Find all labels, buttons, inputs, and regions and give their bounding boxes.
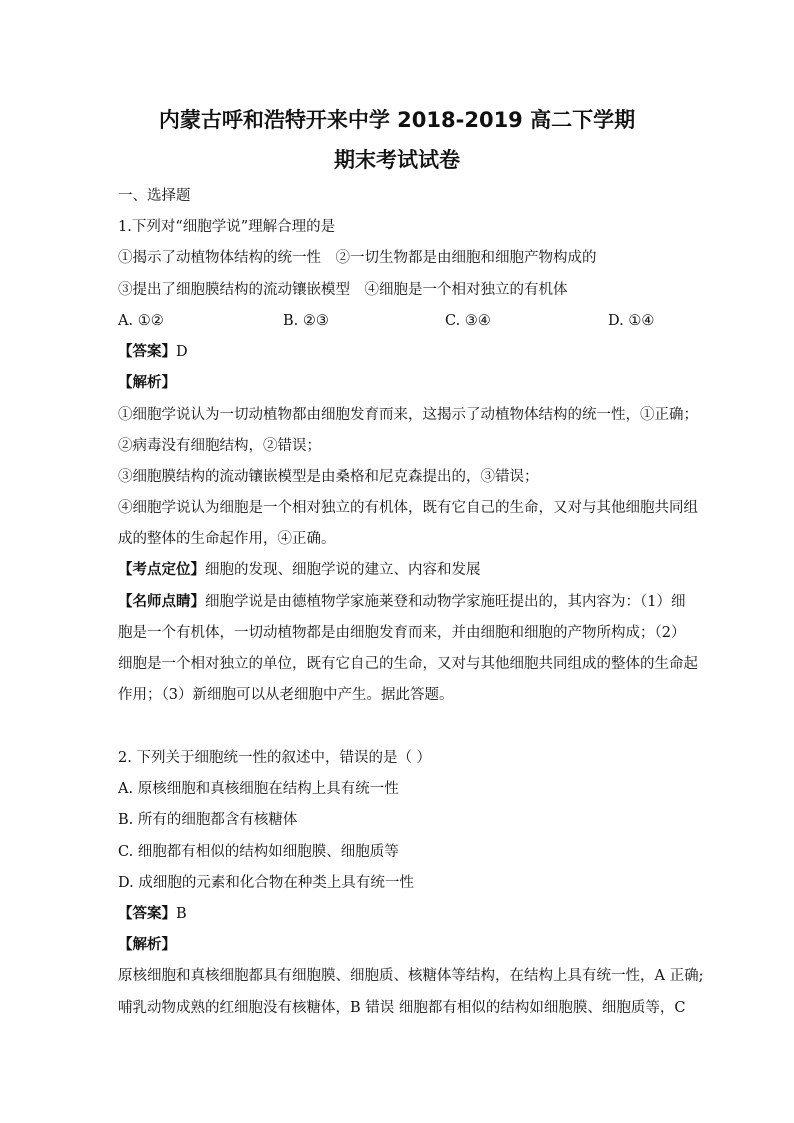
answer-tag: 【答案】	[118, 344, 176, 360]
q1-option-c: C. ③④	[445, 313, 491, 329]
answer-value: B	[176, 906, 187, 922]
q1-mingshi-line: 胞是一个有机体，一切动植物都是由细胞发育而来，并由细胞和细胞的产物所构成；（2）	[118, 625, 686, 641]
kaodian-text: 细胞的发现、细胞学说的建立、内容和发展	[205, 562, 481, 578]
q2-stem: 2. 下列关于细胞统一性的叙述中，错误的是（ ）	[118, 750, 432, 766]
q1-mingshi	[118, 592, 688, 612]
q1-option-a: A. ①②	[118, 313, 164, 329]
q1-option-b: B. ②③	[283, 313, 329, 329]
q2-option-b: B. 所有的细胞都含有核糖体	[118, 812, 298, 828]
q2-option-d: D. 成细胞的元素和化合物在种类上具有统一性	[118, 875, 414, 891]
document-subtitle: 期末考试试卷	[334, 148, 460, 172]
section-heading: 一、选择题	[118, 188, 191, 204]
q1-mingshi-line: 细胞是一个相对独立的单位，既有它自己的生命，又对与其他细胞共同组成的整体的生命起	[118, 656, 698, 672]
q1-kaodian	[118, 560, 688, 580]
q1-analysis-heading	[118, 373, 688, 393]
q1-mingshi-line: 作用；（3）新细胞可以从老细胞中产生。据此答题。	[118, 687, 454, 703]
q2-analysis-line: 哺乳动物成熟的红细胞没有核糖体，B 错误 细胞都有相似的结构如细胞膜、细胞质等，C	[118, 1000, 686, 1016]
q1-analysis-line: ②病毒没有细胞结构，②错误；	[118, 438, 321, 454]
q1-analysis-line: 成的整体的生命起作用，④正确。	[118, 531, 336, 547]
q2-analysis-line: 原核细胞和真核细胞都具有细胞膜、细胞质、核糖体等结构，在结构上具有统一性，A 正确;	[118, 968, 704, 984]
q2-analysis-heading	[118, 935, 688, 955]
q2-option-a: A. 原核细胞和真核细胞在结构上具有统一性	[118, 781, 399, 797]
q1-stem: 1.下列对“细胞学说”理解合理的是	[118, 219, 336, 235]
kaodian-tag: 【考点定位】	[118, 562, 205, 578]
q1-analysis-line: ①细胞学说认为一切动植物都由细胞发育而来，这揭示了动植物体结构的统一性，①正确；	[118, 407, 698, 423]
document-title: 内蒙古呼和浩特开来中学 2018-2019 高二下学期	[158, 108, 636, 132]
answer-value: D	[176, 344, 188, 360]
analysis-tag: 【解析】	[118, 375, 176, 391]
q1-statement: ③提出了细胞膜结构的流动镶嵌模型 ④细胞是一个相对独立的有机体	[118, 282, 568, 298]
q1-option-d: D. ①④	[608, 313, 655, 329]
mingshi-text: 细胞学说是由德植物学家施莱登和动物学家施旺提出的，其内容为：（1）细	[205, 594, 686, 610]
q1-answer	[118, 342, 688, 362]
q1-analysis-line: ③细胞膜结构的流动镶嵌模型是由桑格和尼克森提出的，③错误；	[118, 469, 539, 485]
q2-option-c: C. 细胞都有相似的结构如细胞膜、细胞质等	[118, 844, 399, 860]
q1-analysis-line: ④细胞学说认为细胞是一个相对独立的有机体，既有它自己的生命，又对与其他细胞共同组	[118, 500, 698, 516]
q2-answer	[118, 904, 688, 924]
q1-statement: ①揭示了动植物体结构的统一性 ②一切生物都是由细胞和细胞产物构成的	[118, 250, 597, 266]
mingshi-tag: 【名师点睛】	[118, 594, 205, 610]
answer-tag: 【答案】	[118, 906, 176, 922]
analysis-tag: 【解析】	[118, 937, 176, 953]
